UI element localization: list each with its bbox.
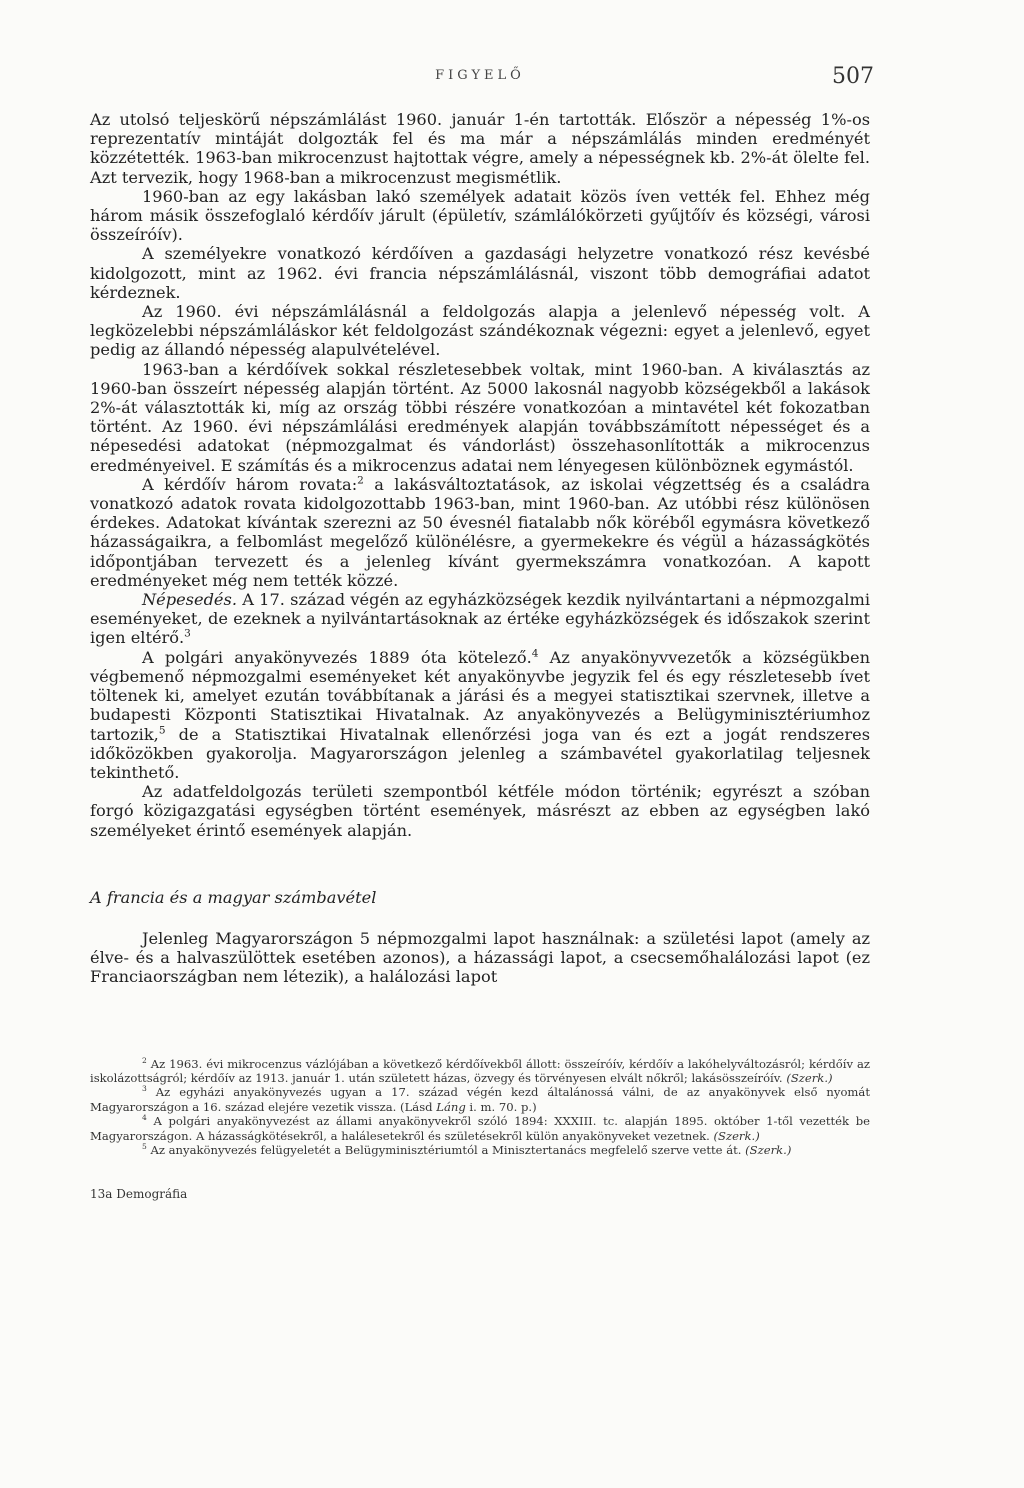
- footnote-text: Az egyházi anyakönyvezés ugyan a 17. század végén kezd általánossá válni, de az anyakönyvek első nyomát Magyarországon a 16. század elejére vezetik vissza. (Lásd: [90, 1085, 870, 1114]
- footnote: [90, 1085, 870, 1114]
- footnote: [90, 1057, 870, 1086]
- footnote: [90, 1143, 870, 1157]
- footnote-number: 3: [142, 1084, 147, 1094]
- footnote-signature: (Szerk.): [713, 1128, 760, 1143]
- paragraph: 1960-ban az egy lakásban lakó személyek adatait közös íven vették fel. Ehhez még három másik összefoglaló kérdőív járult (épületív, számlálókörzeti gyűjtőív és községi, városi összeíróív).: [90, 186, 870, 245]
- footnote: [90, 1114, 870, 1143]
- footnote-text: Az anyakönyvezés felügyeletét a Belügyminisztériumtól a Minisztertanács megfelelő szerve vette át.: [146, 1142, 742, 1157]
- footnote-text: i. m. 70. p.): [465, 1099, 537, 1114]
- footnote-ref[interactable]: 4: [531, 647, 539, 660]
- paragraph: [90, 648, 870, 782]
- footnote-number: 2: [142, 1055, 147, 1065]
- text-run: A 17. század végén az egyházközségek kezdik nyilvántartani a népmozgalmi eseményeket, de ezeknek a nyilvántartásoknak az értéke egyházközségek és időszakok szerint igen eltérő.: [90, 590, 870, 648]
- page: [90, 62, 874, 1202]
- footnote-ref[interactable]: 5: [158, 724, 166, 737]
- footnote-ref[interactable]: 3: [184, 628, 191, 641]
- section-title: A francia és a magyar számbavétel: [90, 887, 377, 907]
- paragraph: Az 1960. évi népszámlálásnál a feldolgozás alapja a jelenlevő népesség volt. A legközelebbi népszámláláskor két feldolgozást szándékoznak végezni: egyet a jelenlevő, egyet pedig az állandó népesség alapulvételével.: [90, 302, 870, 360]
- paragraph: A személyekre vonatkozó kérdőíven a gazdasági helyzetre vonatkozó rész kevésbé kidolgozott, mint az 1962. évi francia népszámlálásnál, viszont több demográfiai adatot kérdeznek.: [90, 244, 870, 302]
- body-text: [90, 110, 870, 987]
- footnote-signature: (Szerk.): [745, 1142, 792, 1157]
- printer-signature: 13a Demográfia: [90, 1187, 188, 1202]
- paragraph: Az utolsó teljeskörű népszámlálást 1960. január 1-én tartották. Először a népesség 1%-os reprezentatív mintáját dolgozták fel és ma már a népszámlálás minden eredményét közzétették. 1963-ban mikrocenzust hajtottak végre, amely a népességnek kb. 2%-át ölelte fel. Azt tervezik, hogy 1968-ban a mikrocenzust megismétlik.: [90, 110, 870, 187]
- footnote-signature: (Szerk.): [786, 1070, 833, 1085]
- running-title: FIGYELŐ: [435, 68, 525, 83]
- text-run: a lakásváltoztatások, az iskolai végzettség és a családra vonatkozó adatok rovata kidolgozottabb 1963-ban, mint 1960-ban. Az utóbbi rész különösen érdekes. Adatokat kívántak szerezni az 50 évesnél fiatalabb nők köréből egymásra következő házasságaikra, a felbomlást megelőző különélésre, a gyermekekre és végül a házasságkötés időpontjában tervezett és a jelenleg kívánt gyermekszámra vonatkozóan. A kapott eredményeket még nem tették közzé.: [90, 474, 870, 590]
- paragraph: 1963-ban a kérdőívek sokkal részletesebbek voltak, mint 1960-ban. A kiválasztás az 1960-ban összeírt népesség alapján történt. Az 5000 lakosnál nagyobb községekből a lakások 2%-át választották ki, míg az ország többi részére vonatkozóan a mintavétel két fokozatban történt. Az 1960. évi népszámlálási eredmények alapján továbbszámított népességet és a népesedési adatokat (népmozgalmat és vándorlást) összehasonlították a mikrocenzus eredményeivel. E számítás és a mikrocenzus adatai nem lényegesen különböznek egymástól.: [90, 359, 870, 475]
- paragraph: Jelenleg Magyarországon 5 népmozgalmi lapot használnak: a születési lapot (amely az élve- és a halvaszülöttek esetében azonos), a házassági lapot, a csecsemőhalálozási lapot (ez Franciaországban nem létezik), a halálozási lapot: [90, 928, 870, 987]
- footnote-italic: Láng: [436, 1099, 466, 1114]
- footnote-number: 5: [142, 1142, 147, 1152]
- page-number: 507: [832, 64, 874, 89]
- run-in-heading: Népesedés.: [142, 590, 237, 610]
- footnote-text: A polgári anyakönyvezést az állami anyakönyvekről szóló 1894: XXXIII. tc. alapján 1895. október 1-től vezették be Magyarországon. A házasságkötésekről, a halálesetekről és születésekről külön anyakönyveket vezetnek.: [90, 1114, 870, 1143]
- footnote-ref[interactable]: 2: [357, 474, 364, 487]
- footnote-number: 4: [142, 1113, 147, 1123]
- page-header: [90, 62, 874, 110]
- footnote-text: Az 1963. évi mikrocenzus vázlójában a következő kérdőívekből állott: összeíróív, kérdőív a lakóhelyváltozásról; kérdőív az iskolázottságról; kérdőív az 1913. január 1. után született házas, özvegy és törvényesen elvált nőkről; lakásösszeíróív.: [90, 1056, 870, 1085]
- text-run: A kérdőív három rovata:: [142, 474, 358, 494]
- text-run: de a Statisztikai Hivatalnak ellenőrzési joga van és ezt a jogát rendszeres időközökben gyakorolja. Magyarországon jelenleg a számbavétel gyakorlatilag teljesnek tekinthető.: [90, 724, 870, 782]
- paragraph: Az adatfeldolgozás területi szempontból kétféle módon történik; egyrészt a szóban forgó közigazgatási egységben történt események, másrészt az ebben az egységben lakó személyeket érintő események alapján.: [90, 782, 870, 840]
- footnotes: [90, 1057, 870, 1158]
- text-run: A polgári anyakönyvezés 1889 óta kötelező.: [142, 647, 532, 667]
- paragraph: [90, 475, 870, 590]
- text-run: Az anyakönyvvezetők a községükben végbemenő népmozgalmi eseményeket két anyakönyvbe jegyzik fel és egy részletesebb ívet töltenek ki, amelyet ezután továbbítanak a járási és a megyei statisztikai szervnek, illetve a budapesti Központi Statisztikai Hivatalnak. Az anyakönyvezés a Belügyminisztériumhoz tartozik,: [90, 647, 871, 744]
- paragraph: [90, 590, 870, 648]
